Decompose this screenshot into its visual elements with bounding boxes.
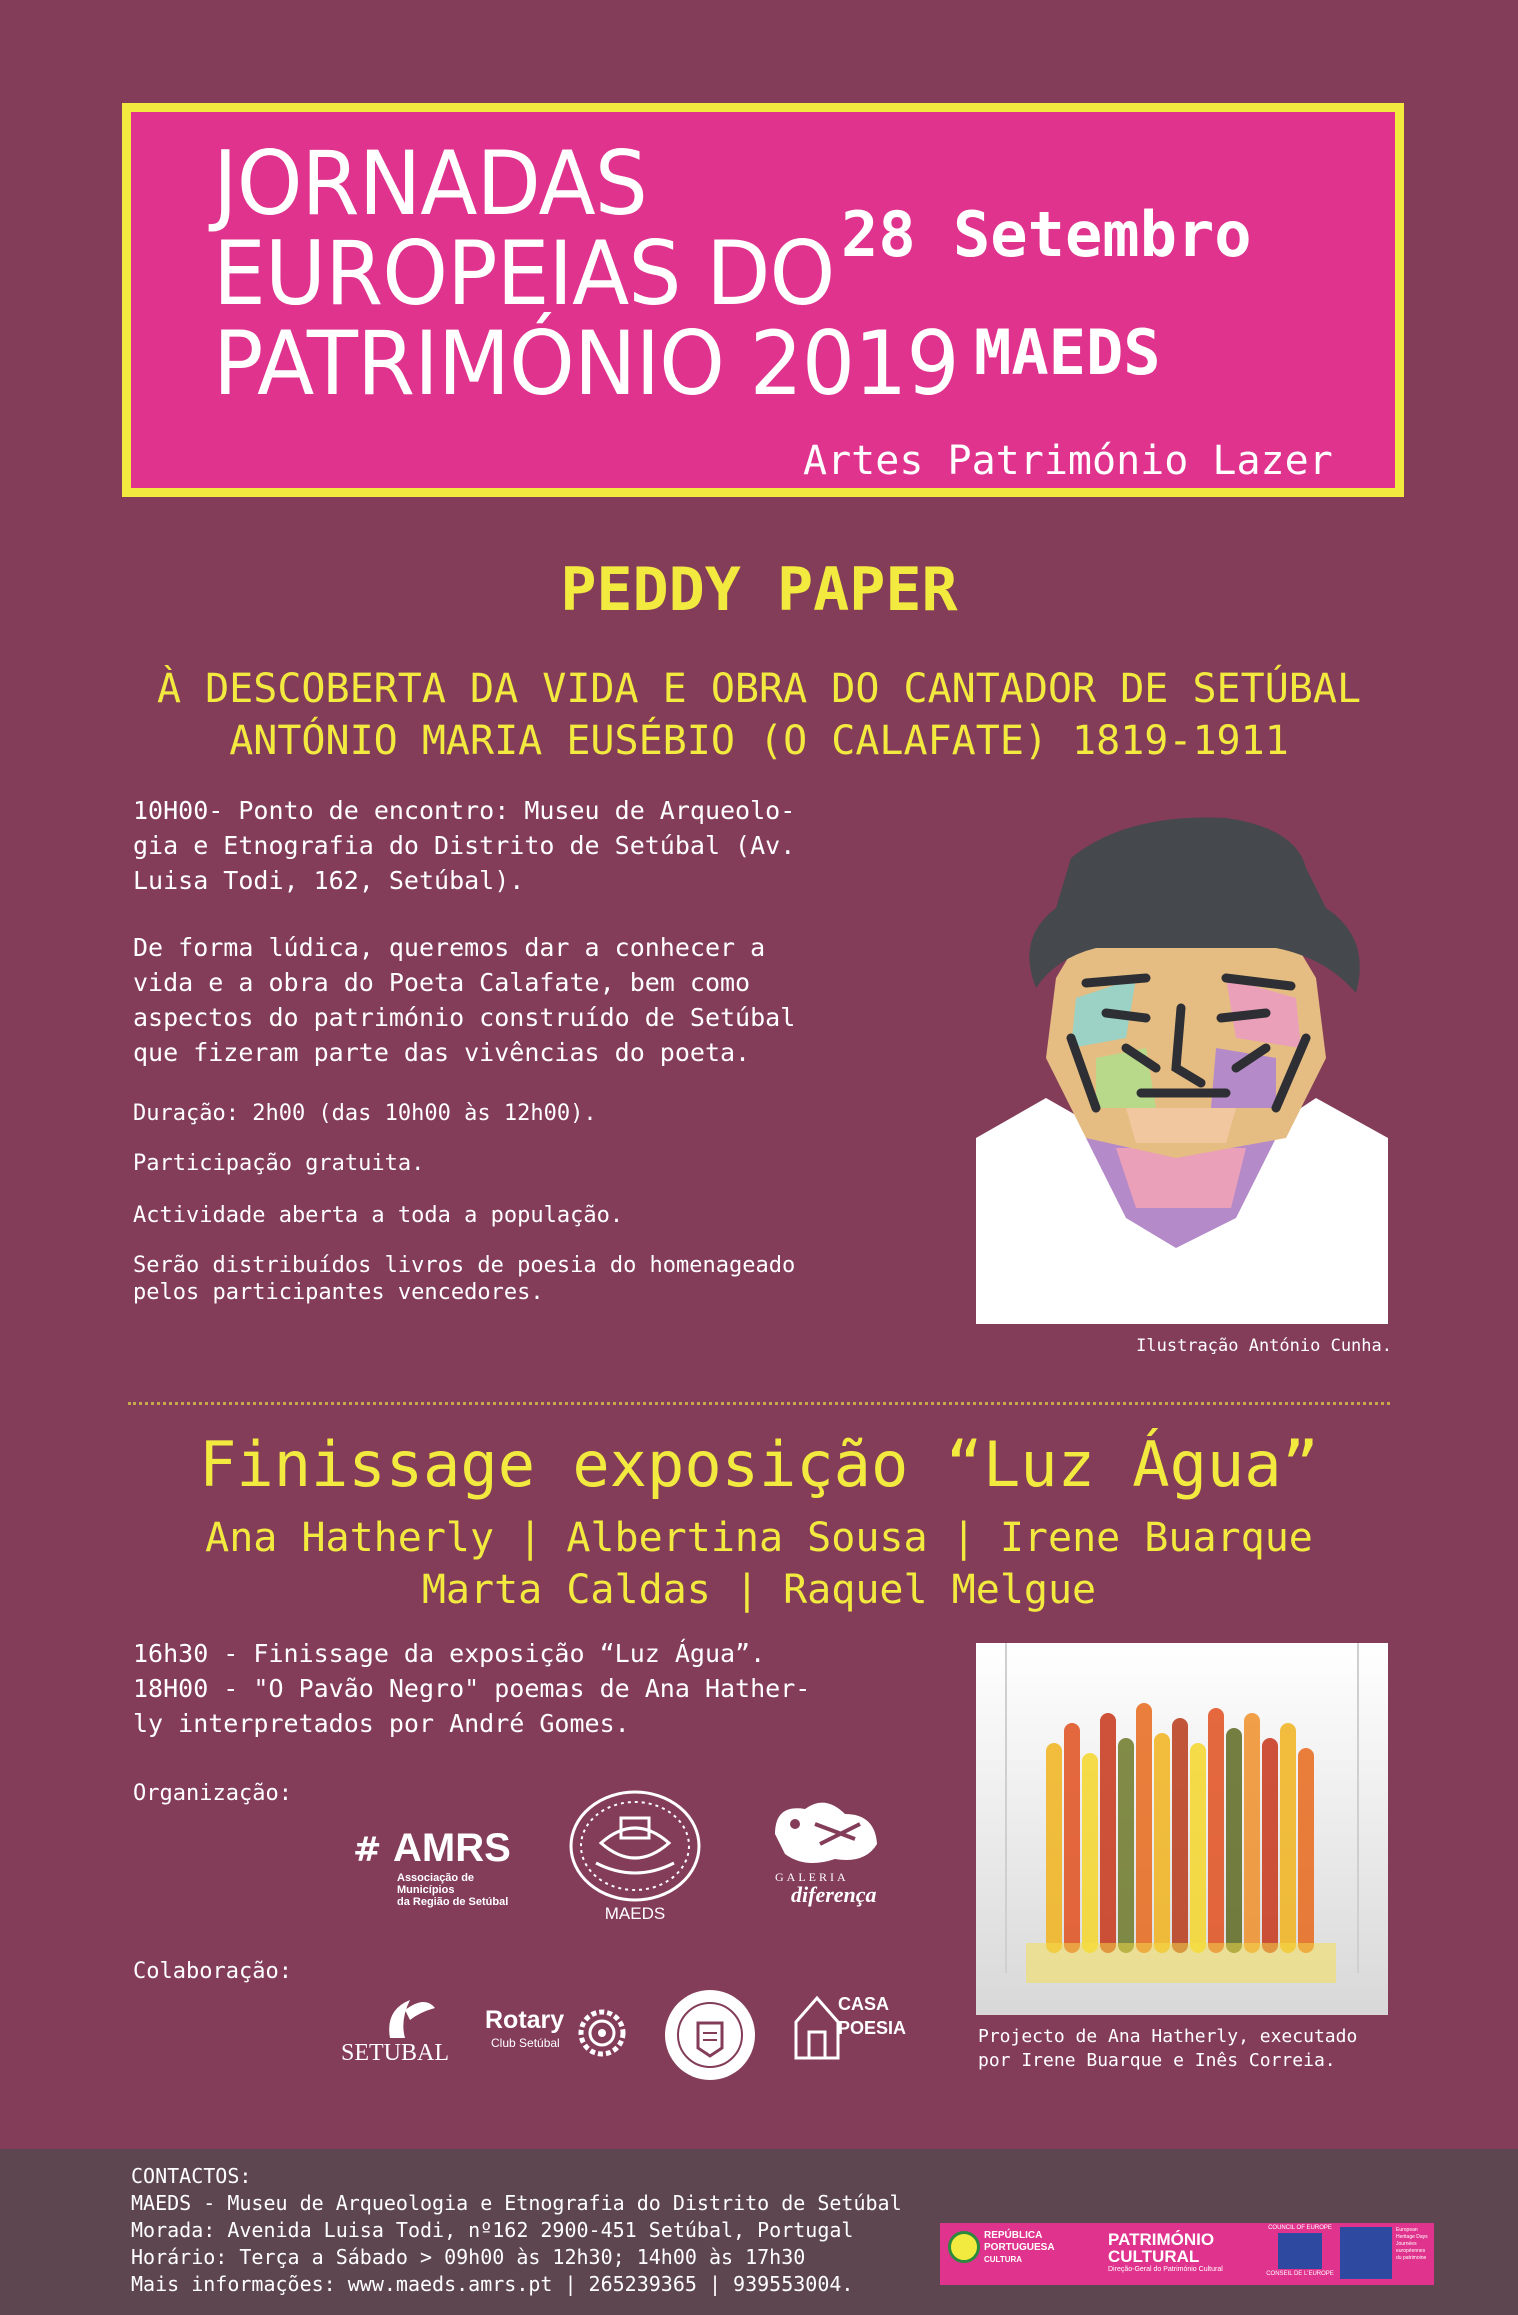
text-line: De forma lúdica, queremos dar a conhecer a — [133, 933, 766, 962]
text-line: Projecto de Ana Hatherly, executado — [978, 2026, 1358, 2047]
books-text — [133, 1252, 903, 1306]
council-of-europe-logo — [1266, 2225, 1334, 2283]
description-text — [133, 930, 903, 1070]
text-line: Journées européennes — [1396, 2241, 1426, 2254]
setubal-leaf-icon — [335, 1990, 455, 2040]
text-line: Direção-Geral do Património Cultural — [1108, 2266, 1223, 2273]
header-banner — [122, 103, 1404, 497]
peddy-paper-title: PEDDY PAPER — [560, 555, 958, 625]
galeria-text: GALERIA — [775, 1870, 849, 1884]
text-line: 18H00 - "O Pavão Negro" poemas de Ana Hather- — [133, 1674, 811, 1703]
contacts-label: CONTACTOS: — [131, 2164, 252, 2188]
text-line: pelos participantes vencedores. — [133, 1280, 544, 1305]
text-line: CULTURAL — [1108, 2247, 1200, 2266]
text-line: 10H00- Ponto de encontro: Museu de Arqueolo- — [133, 796, 796, 825]
collaboration-label: Colaboração: — [133, 1959, 292, 1984]
republica-portuguesa-logo — [984, 2230, 1055, 2266]
text-line: COUNCIL OF EUROPE — [1268, 2225, 1332, 2231]
address: Morada: Avenida Luisa Todi, nº162 2900-451 Setúbal, Portugal — [131, 2218, 854, 2242]
organization-label: Organização: — [133, 1781, 292, 1806]
amigos-seal-icon — [663, 1988, 757, 2082]
council-flag-icon — [1278, 2233, 1322, 2269]
maeds-seal-icon — [566, 1788, 704, 1906]
amigos-setubal-seal-logo — [663, 1988, 757, 2082]
duration-text: Duração: 2h00 (das 10h00 às 12h00). — [133, 1101, 597, 1126]
opening-hours: Horário: Terça a Sábado > 09h00 às 12h30; 14h00 às 17h30 — [131, 2245, 806, 2269]
section-divider — [128, 1402, 1390, 1405]
peddy-subtitle-1: À DESCOBERTA DA VIDA E OBRA DO CANTADOR DE SETÚBAL — [156, 666, 1362, 712]
amrs-logo-text: AMRS — [393, 1826, 511, 1870]
text-line: CULTURA — [984, 2255, 1023, 2264]
setubal-text: SETUBAL — [341, 2040, 449, 2066]
patrimonio-cultural-logo — [1108, 2231, 1223, 2275]
maeds-logo-text: MAEDS — [604, 1904, 666, 1923]
amrs-logo-subtitle — [397, 1872, 533, 1908]
text-line: POESIA — [838, 2018, 907, 2038]
rotary-text: Rotary — [485, 2006, 565, 2034]
text-line: REPÚBLICA — [984, 2230, 1043, 2241]
diferenca-text: diferença — [791, 1882, 877, 1907]
text-line: CONSEIL DE L'EUROPE — [1266, 2271, 1334, 2277]
rotary-subtext: Club Setúbal — [491, 2036, 560, 2050]
installation-svg — [976, 1643, 1388, 2015]
museum-name: MAEDS - Museu de Arqueologia e Etnografia do Distrito de Setúbal — [131, 2191, 902, 2215]
text-line: que fizeram parte das vivências do poeta. — [133, 1038, 751, 1067]
more-info-text: Mais informações: www.maeds.amrs.pt | 265239365 | 939553004. — [131, 2272, 854, 2296]
text-line: vida e a obra do Poeta Calafate, bem como — [133, 968, 751, 997]
peddy-subtitle-2: ANTÓNIO MARIA EUSÉBIO (O CALAFATE) 1819-1911 — [229, 718, 1289, 764]
poet-portrait-illustration — [976, 808, 1388, 1324]
text-line: PATRIMÓNIO — [1108, 2230, 1215, 2249]
portugal-shield-icon — [948, 2231, 980, 2263]
contacts-text — [131, 2163, 902, 2298]
text-line: gia e Etnografia do Distrito de Setúbal (Av. — [133, 831, 796, 860]
text-line: CASA — [838, 1994, 890, 2014]
meeting-point-text — [133, 793, 903, 898]
text-line: da Região de Setúbal — [397, 1896, 509, 1908]
rotary-wheel-icon — [577, 2008, 627, 2058]
finissage-title: Finissage exposição “Luz Água” — [199, 1428, 1319, 1501]
installation-caption — [978, 2025, 1398, 2073]
setubal-municipality-logo — [335, 1990, 455, 2076]
installation-photo — [976, 1643, 1388, 2015]
maeds-logo — [566, 1788, 704, 1926]
event-date: 28 Setembro — [841, 198, 1252, 271]
text-line: PORTUGUESA — [984, 2242, 1055, 2253]
european-heritage-days-text — [1396, 2227, 1436, 2262]
illustration-caption: Ilustração António Cunha. — [1136, 1336, 1392, 1356]
galeria-animal-icon — [765, 1794, 885, 1874]
text-line: aspectos do património construído de Setúbal — [133, 1003, 796, 1032]
casa-poesia-text — [838, 1992, 906, 2040]
european-heritage-days-icon — [1340, 2227, 1392, 2279]
contacts-footer — [0, 2149, 1518, 2315]
text-line: 16h30 - Finissage da exposição “Luz Água”. — [133, 1639, 766, 1668]
more-info — [131, 2271, 902, 2298]
event-tagline: Artes Património Lazer — [803, 438, 1333, 484]
text-line: du patrimoine — [1396, 2255, 1427, 2261]
galeria-diferenca-logo — [765, 1794, 885, 1914]
event-title-line-2: EUROPEIAS DO — [213, 222, 835, 325]
text-line: ly interpretados por André Gomes. — [133, 1709, 630, 1738]
event-title-line-3: PATRIMÓNIO 2019 — [213, 312, 959, 415]
house-icon — [792, 1992, 842, 2062]
artists-line-1: Ana Hatherly | Albertina Sousa | Irene Buarque — [205, 1515, 1313, 1561]
text-line: Luisa Todi, 162, Setúbal). — [133, 866, 525, 895]
text-line: por Irene Buarque e Inês Correia. — [978, 2050, 1336, 2071]
text-line: Associação de Municípios — [397, 1872, 475, 1896]
open-activity-text: Actividade aberta a toda a população. — [133, 1203, 624, 1228]
text-line: European Heritage Days — [1396, 2227, 1428, 2240]
finissage-schedule — [133, 1636, 903, 1741]
rotary-club-logo — [485, 2006, 630, 2066]
text-line: Serão distribuídos livros de poesia do homenageado — [133, 1253, 796, 1278]
free-participation-text: Participação gratuita. — [133, 1151, 425, 1176]
casa-poesia-logo — [792, 1988, 907, 2068]
event-venue: MAEDS — [974, 316, 1161, 389]
amrs-logo: # AMRS Associação de Municípios da Região de Setúbal — [353, 1826, 533, 1896]
portrait-svg — [976, 808, 1388, 1324]
sponsor-logos-strip — [940, 2223, 1434, 2285]
event-title-line-1: JORNADAS — [213, 132, 647, 235]
artists-line-2: Marta Caldas | Raquel Melgue — [421, 1567, 1097, 1613]
